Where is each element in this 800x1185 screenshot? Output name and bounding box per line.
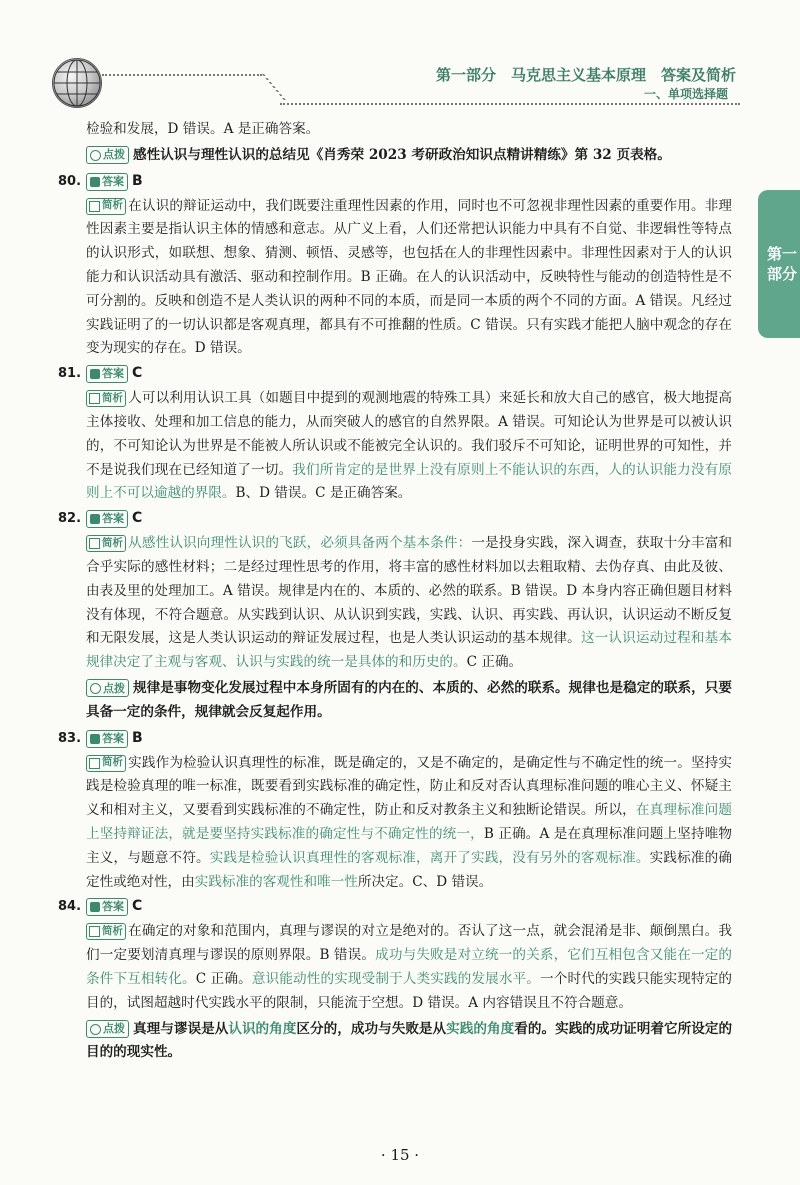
question-number: 80.	[58, 173, 82, 189]
answer-letter: C	[132, 510, 143, 527]
answer-tag: 答案	[86, 365, 128, 383]
book-icon	[89, 926, 100, 937]
question-80-analysis: 简析 在认识的辩证运动中，我们既要注重理性因素的作用，同时也不可忽视非理性因素的重要作用。非理性因素主要是指认识主体的情感和意志。从广义上看，人们还常把认识能力中具有不自觉、非逻辑性等特点的认识形式，如联想、想象、猜测、顿悟、灵感等，也包括在人的非理性因素中。非理性因素对于人的认识能力和认识活动具有激活、驱动和控制作用。B 正确。在人的认识活动中，反映特性与能动的创造特性是不可分割的。反映和创造不是人类认识的两种不同的本质，而是同一本质的两个不同的方面。A 错误。凡经过实践证明了的一切认识都是客观真理，都具有不可推翻的性质。C 错误。只有实践才能把人脑中观念的存在变为现实的存在。D 错误。	[86, 197, 732, 357]
intro-text: 检验和发展，D 错误。A 是正确答案。	[86, 121, 320, 137]
analysis-tag: 简析	[86, 535, 126, 552]
book-icon	[89, 758, 100, 769]
intro-tip-text: 感性认识与理性认识的总结见《肖秀荣 2023 考研政治知识点精讲精练》第 32 页表格。	[133, 146, 671, 163]
header-dotted-line-long	[280, 103, 740, 105]
answer-letter: C	[132, 365, 143, 382]
bulb-icon	[90, 150, 101, 161]
globe-logo-icon	[52, 58, 102, 108]
analysis-tag: 简析	[86, 755, 126, 772]
question-81-answer	[58, 362, 732, 386]
tip-tag: 点拨	[86, 679, 129, 697]
question-84-analysis: 简析 在确定的对象和范围内，真理与谬误的对立是绝对的。否认了这一点，就会混淆是非、颠倒黑白。我们一定要划清真理与谬误的原则界限。B 错误。成功与失败是对立统一的关系，它们互相包含又能在一定的条件下互相转化。C 正确。意识能动性的实现受制于人类实践的发展水平。一个时代的实践只能实现特定的目的，试图超越时代实践水平的限制，只能流于空想。D 错误。A 内容错误且不符合题意。	[86, 923, 733, 1011]
analysis-tag: 简析	[86, 198, 126, 215]
question-number: 81.	[58, 366, 82, 382]
pencil-icon	[90, 514, 100, 524]
side-tab-line2: 部分	[766, 265, 797, 283]
question-82-analysis: 简析 从感性认识向理性认识的飞跃，必须具备两个基本条件：一是投身实践，深入调查，获取十分丰富和合乎实际的感性材料；二是经过理性思考的作用，将丰富的感性材料加以去粗取精、去伪存真、由此及彼、由表及里的处理加工。A 错误。规律是内在的、本质的、必然的联系。B 错误。D 本身内容正确但题目材料没有体现，不符合题意。从实践到认识、从认识到实践，实践、认识、再实践、再认识，认识运动不断反复和无限发展，这是人类认识运动的辩证发展过程，也是人类认识运动的基本规律。这一认识运动过程和基本规律决定了主观与客观、认识与实践的统一是具体的和历史的。C 正确。	[86, 535, 733, 671]
analysis-tag: 简析	[86, 923, 126, 940]
book-icon	[89, 201, 100, 212]
answer-tag: 答案	[86, 730, 128, 748]
answer-tag: 答案	[86, 510, 128, 528]
side-tab-line1: 第一	[766, 245, 797, 263]
answer-letter: B	[132, 172, 143, 189]
question-81-analysis: 简析 人可以利用认识工具（如题目中提到的观测地震的特殊工具）来延长和放大自己的感官，极大地提高主体接收、处理和加工信息的能力，从而突破人的感官的自然界限。A 错误。可知论认为世界是可以被认识的，不可知论认为世界是不能被人所认识或不能被完全认识的。我们驳斥不可知论，证明世界的可知性，并不是说我们现在已经知道了一切。我们所肯定的是世界上没有原则上不能认识的东西，人的认识能力没有原则上不可以逾越的界限。B、D 错误。C 是正确答案。	[86, 390, 732, 502]
answer-letter: B	[132, 729, 143, 746]
pencil-icon	[90, 734, 100, 744]
header-subtitle: 一、单项选择题	[643, 87, 728, 101]
bulb-icon	[90, 683, 101, 694]
question-82-answer	[58, 507, 732, 531]
book-icon	[89, 538, 100, 549]
pencil-icon	[90, 177, 100, 187]
question-83-answer	[58, 727, 732, 751]
question-84-answer	[58, 895, 732, 919]
analysis-tag: 简析	[86, 390, 126, 407]
question-80-answer	[58, 170, 732, 194]
answer-tag: 答案	[86, 173, 128, 191]
tip-tag: 点拨	[86, 146, 129, 164]
question-82-tip: 点拨 规律是事物变化发展过程中本身所固有的内在的、本质的、必然的联系。规律也是稳定的联系，只要具备一定的条件，规律就会反复起作用。	[86, 679, 732, 720]
side-section-tab	[758, 190, 800, 338]
answer-content	[58, 118, 733, 1067]
bulb-icon	[90, 1024, 101, 1035]
answer-tag: 答案	[86, 898, 128, 916]
pencil-icon	[90, 902, 100, 912]
question-number: 83.	[58, 730, 82, 746]
question-83-analysis: 简析 实践作为检验认识真理性的标准，既是确定的，又是不确定的，是确定性与不确定性的统一。坚持实践是检验真理的唯一标准，既要看到实践标准的确定性，防止和反对否认真理标准问题的唯心主义、怀疑主义和相对主义，又要看到实践标准的不确定性，防止和反对教条主义和独断论错误。所以，在真理标准问题上坚持辩证法，就是要坚持实践标准的确定性与不确定性的统一，B 正确。A 是在真理标准问题上坚持唯物主义，与题意不符。实践是检验认识真理性的客观标准，离开了实践，没有另外的客观标准。实践标准的确定性或绝对性，由实践标准的客观性和唯一性所决定。C、D 错误。	[86, 754, 733, 890]
question-number: 82.	[58, 511, 82, 527]
pencil-icon	[90, 369, 100, 379]
header-title: 第一部分 马克思主义基本原理 答案及简析	[435, 66, 736, 84]
answer-letter: C	[132, 898, 143, 915]
page-number: · 15 ·	[380, 1146, 420, 1164]
question-number: 84.	[58, 899, 82, 915]
header-dotted-line-slope	[262, 74, 316, 100]
book-icon	[89, 393, 100, 404]
question-84-tip: 点拨 真理与谬误是从认识的角度区分的，成功与失败是从实践的角度看的。实践的成功证明着它所设定的目的的现实性。	[86, 1020, 733, 1061]
header-dotted-line	[102, 74, 262, 76]
intro-tip	[86, 144, 732, 168]
tip-tag: 点拨	[86, 1020, 129, 1038]
